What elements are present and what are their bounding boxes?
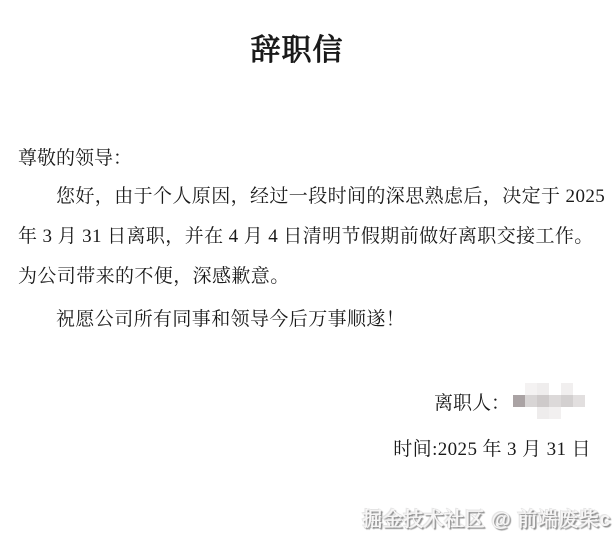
body-line-1: 您好，由于个人原因，经过一段时间的深思熟虑后，决定于 2025: [56, 186, 606, 207]
redacted-name-blur: [513, 383, 585, 419]
body-paragraph-1: [18, 177, 608, 297]
signatory-label: 离职人：: [433, 392, 510, 414]
page-title: 辞职信: [250, 34, 344, 67]
watermark: 掘金技术社区 @ 前端废柴c: [362, 509, 611, 531]
salutation: 尊敬的领导：: [18, 148, 133, 169]
date-line: 时间:2025 年 3 月 31 日: [393, 439, 591, 460]
signature-line: [434, 383, 585, 419]
body-line-3: 为公司带来的不便，深感歉意。: [18, 266, 290, 287]
body-line-2: 年 3 月 31 日离职，并在 4 月 4 日清明节假期前做好离职交接工作。: [18, 226, 594, 247]
body-paragraph-2: 祝愿公司所有同事和领导今后万事顺遂！: [56, 309, 406, 330]
